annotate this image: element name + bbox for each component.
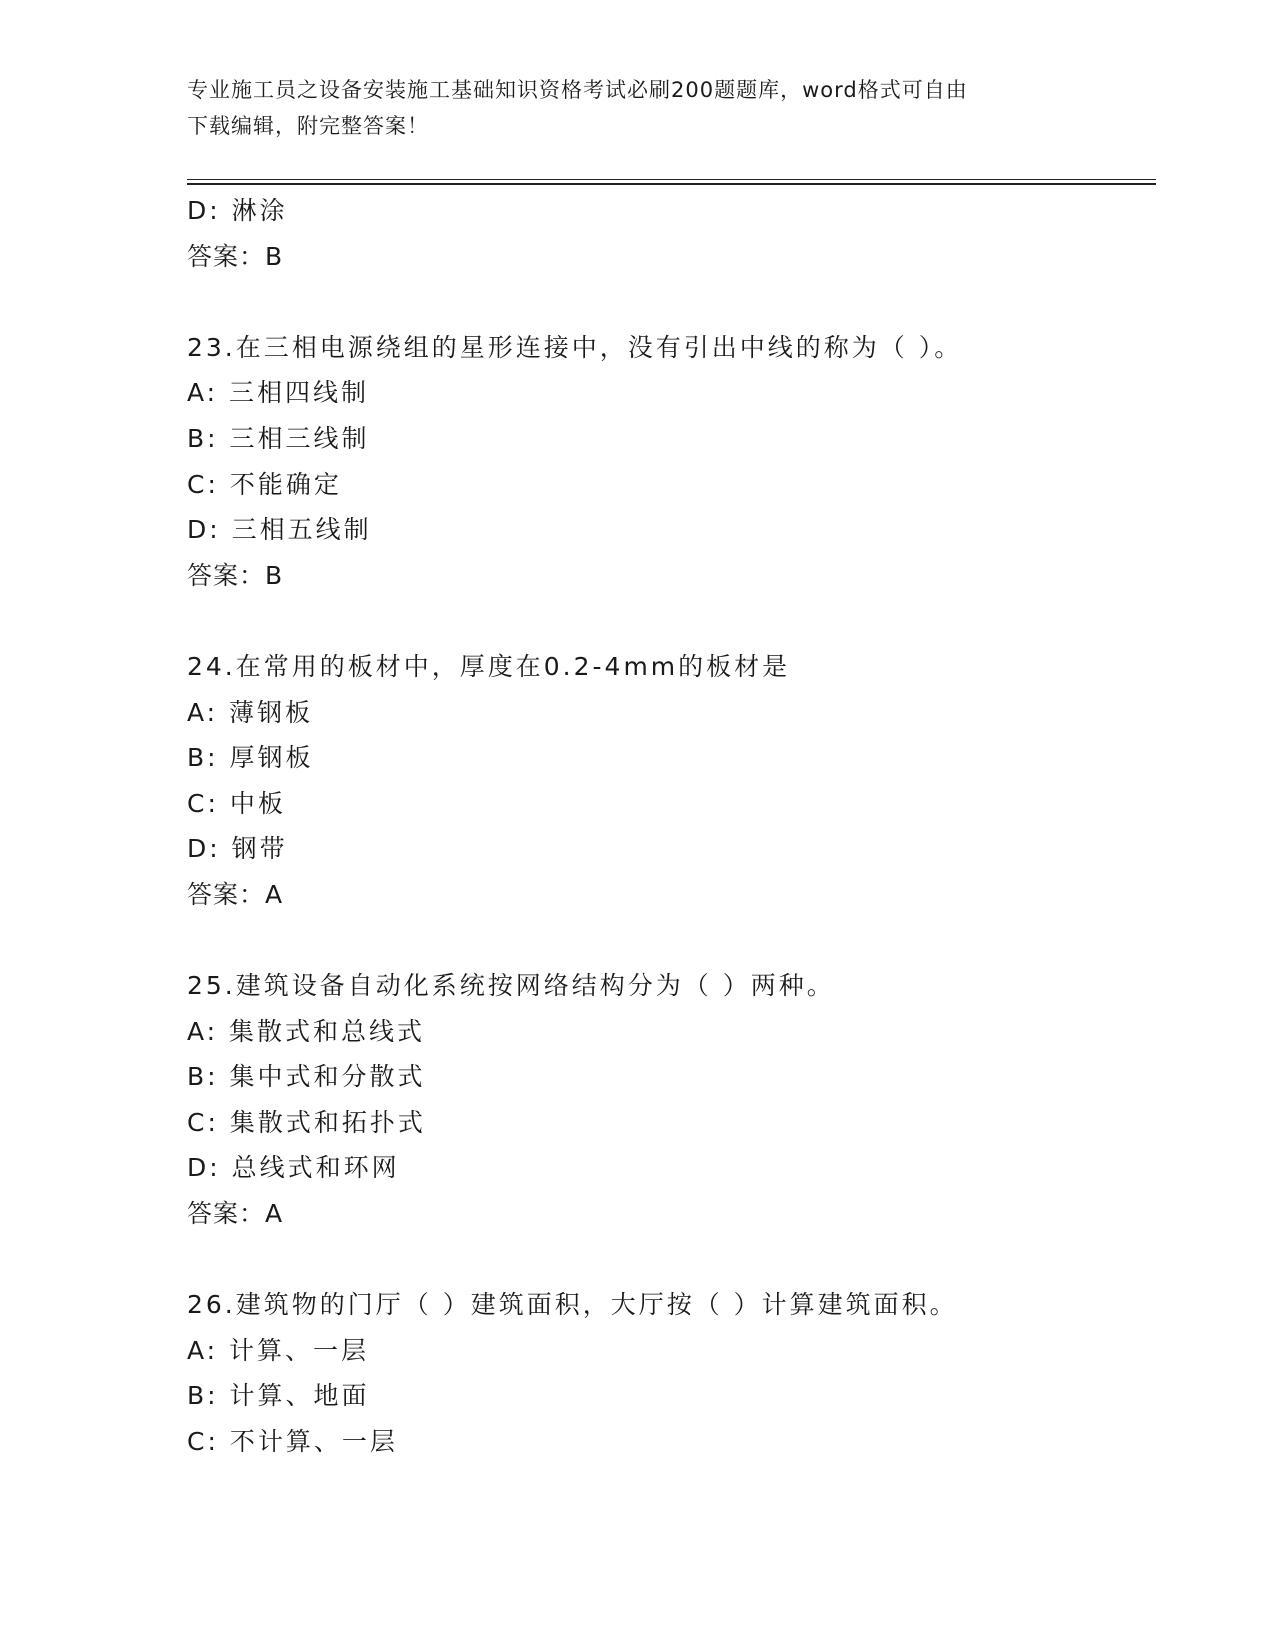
- question-24: [187, 644, 1147, 918]
- document-header: [187, 72, 1067, 144]
- option-b: B: 厚钢板: [187, 743, 314, 773]
- answer: 答案：A: [187, 1199, 284, 1229]
- header-line-2: 下载编辑，附完整答案！: [187, 114, 429, 138]
- option-d: D: 三相五线制: [187, 515, 372, 545]
- option-a: A: 集散式和总线式: [187, 1016, 426, 1046]
- option-c: C: 集散式和拓扑式: [187, 1107, 426, 1137]
- question-stem: 25.建筑设备自动化系统按网络结构分为（ ）两种。: [187, 971, 835, 1001]
- prev-question-option-d: D: 淋涂: [187, 196, 288, 225]
- question-26: [187, 1282, 1147, 1464]
- option-a: A: 三相四线制: [187, 378, 370, 408]
- question-25: [187, 963, 1147, 1237]
- option-b: B: 集中式和分散式: [187, 1062, 426, 1092]
- header-rule-thick: [187, 183, 1156, 185]
- question-23: [187, 325, 1147, 599]
- question-stem: 26.建筑物的门厅（ ）建筑面积，大厅按（ ）计算建筑面积。: [187, 1290, 958, 1320]
- spacer: [187, 918, 1147, 964]
- question-stem: 23.在三相电源绕组的星形连接中，没有引出中线的称为（ ）。: [187, 332, 963, 362]
- prev-question-answer: 答案：B: [187, 241, 284, 271]
- question-list: [187, 188, 1147, 1465]
- option-a: A: 薄钢板: [187, 697, 314, 727]
- header-line-1: 专业施工员之设备安装施工基础知识资格考试必刷200题题库，word格式可自由: [187, 78, 968, 102]
- option-d: D: 钢带: [187, 834, 288, 864]
- option-c: C: 中板: [187, 788, 286, 818]
- option-d: D: 总线式和环网: [187, 1153, 400, 1183]
- spacer: [187, 279, 1147, 325]
- option-c: C: 不能确定: [187, 469, 342, 499]
- answer: 答案：B: [187, 560, 284, 590]
- answer: 答案：A: [187, 879, 284, 909]
- header-rule-thin: [187, 179, 1156, 180]
- option-b: B: 计算、地面: [187, 1381, 370, 1411]
- spacer: [187, 1237, 1147, 1283]
- option-c: C: 不计算、一层: [187, 1427, 398, 1457]
- spacer: [187, 598, 1147, 644]
- question-stem: 24.在常用的板材中，厚度在0.2-4mm的板材是: [187, 651, 791, 681]
- option-a: A: 计算、一层: [187, 1335, 370, 1365]
- option-b: B: 三相三线制: [187, 423, 370, 453]
